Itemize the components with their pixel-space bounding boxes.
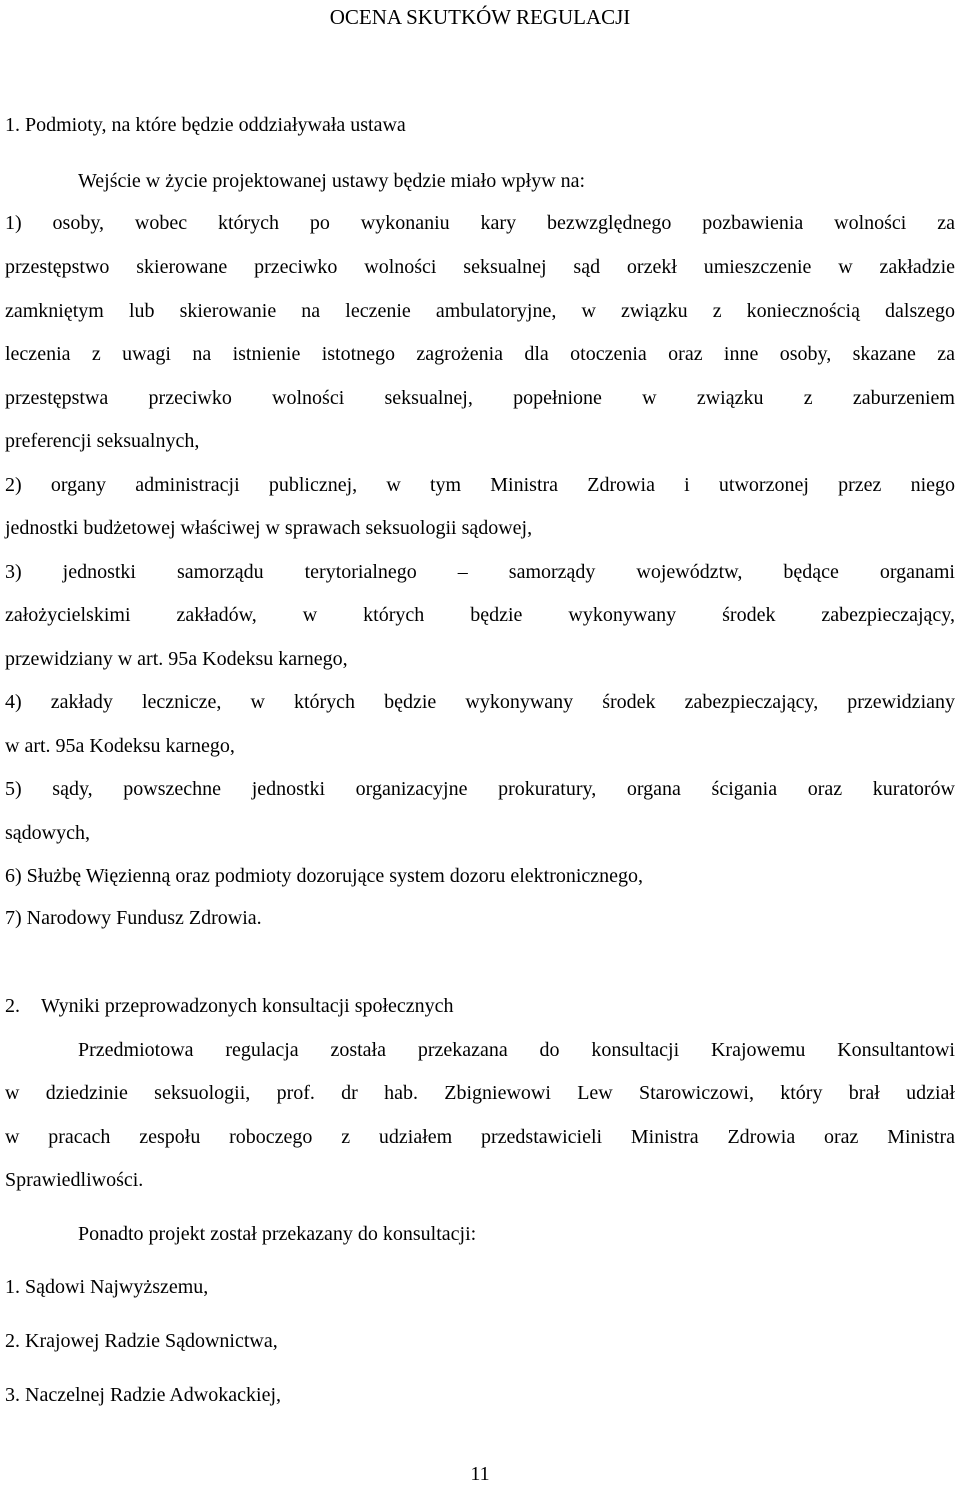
consultation-list-item: 3. Naczelnej Radzie Adwokackiej, <box>5 1384 281 1406</box>
item-5-line-1: 5) sądy, powszechne jednostki organizacyjne prokuratury, organa ścigania oraz kuratorów <box>5 778 955 800</box>
item-1-line-3: zamkniętym lub skierowanie na leczenie ambulatoryjne, w związku z koniecznością dalszego <box>5 300 955 322</box>
item-7: 7) Narodowy Fundusz Zdrowia. <box>5 907 262 929</box>
consultation-list-item: 1. Sądowi Najwyższemu, <box>5 1276 209 1298</box>
item-1-line-6: preferencji seksualnych, <box>5 430 200 452</box>
section-2-para-1-line-4: Sprawiedliwości. <box>5 1169 144 1191</box>
section-2-para-1-line-1: Przedmiotowa regulacja została przekazana do konsultacji Krajowemu Konsultantowi <box>78 1039 955 1061</box>
item-3-line-3: przewidziany w art. 95a Kodeksu karnego, <box>5 648 348 670</box>
item-1-line-2: przestępstwo skierowane przeciwko wolności seksualnej sąd orzekł umieszczenie w zakładzie <box>5 256 955 278</box>
section-2-para-1-line-3: w pracach zespołu roboczego z udziałem przedstawicieli Ministra Zdrowia oraz Ministra <box>5 1126 955 1148</box>
item-3-line-1: 3) jednostki samorządu terytorialnego – samorządy województw, będące organami <box>5 561 955 583</box>
item-1-line-4: leczenia z uwagi na istnienie istotnego zagrożenia dla otoczenia oraz inne osoby, skazane za <box>5 343 955 365</box>
section-2-heading: Wyniki przeprowadzonych konsultacji społecznych <box>41 995 454 1017</box>
item-4-line-1: 4) zakłady lecznicze, w których będzie wykonywany środek zabezpieczający, przewidziany <box>5 691 955 713</box>
item-4-line-2: w art. 95a Kodeksu karnego, <box>5 735 235 757</box>
item-2-line-2: jednostki budżetowej właściwej w sprawach seksuologii sądowej, <box>5 517 533 539</box>
item-1-line-1: 1) osoby, wobec których po wykonaniu kary bezwzględnego pozbawienia wolności za <box>5 212 955 234</box>
section-1-intro: Wejście w życie projektowanej ustawy będzie miało wpływ na: <box>78 170 586 192</box>
item-1-line-5: przestępstwa przeciwko wolności seksualnej, popełnione w związku z zaburzeniem <box>5 387 955 409</box>
item-2-line-1: 2) organy administracji publicznej, w tym Ministra Zdrowia i utworzonej przez niego <box>5 474 955 496</box>
page-number: 11 <box>470 1463 490 1485</box>
item-3-line-2: założycielskimi zakładów, w których będzie wykonywany środek zabezpieczający, <box>5 604 955 626</box>
section-2-para-2: Ponadto projekt został przekazany do konsultacji: <box>78 1223 477 1245</box>
consultation-list-item: 2. Krajowej Radzie Sądownictwa, <box>5 1330 278 1352</box>
document-title: OCENA SKUTKÓW REGULACJI <box>329 5 631 29</box>
section-2-number: 2. <box>5 995 20 1017</box>
item-5-line-2: sądowych, <box>5 822 90 844</box>
item-6: 6) Służbę Więzienną oraz podmioty dozorujące system dozoru elektronicznego, <box>5 865 644 887</box>
section-1-heading: 1. Podmioty, na które będzie oddziaływała ustawa <box>5 114 406 136</box>
section-2-para-1-line-2: w dziedzinie seksuologii, prof. dr hab. Zbigniewowi Lew Starowiczowi, który brał udział <box>5 1082 955 1104</box>
document-page <box>5 0 955 1488</box>
